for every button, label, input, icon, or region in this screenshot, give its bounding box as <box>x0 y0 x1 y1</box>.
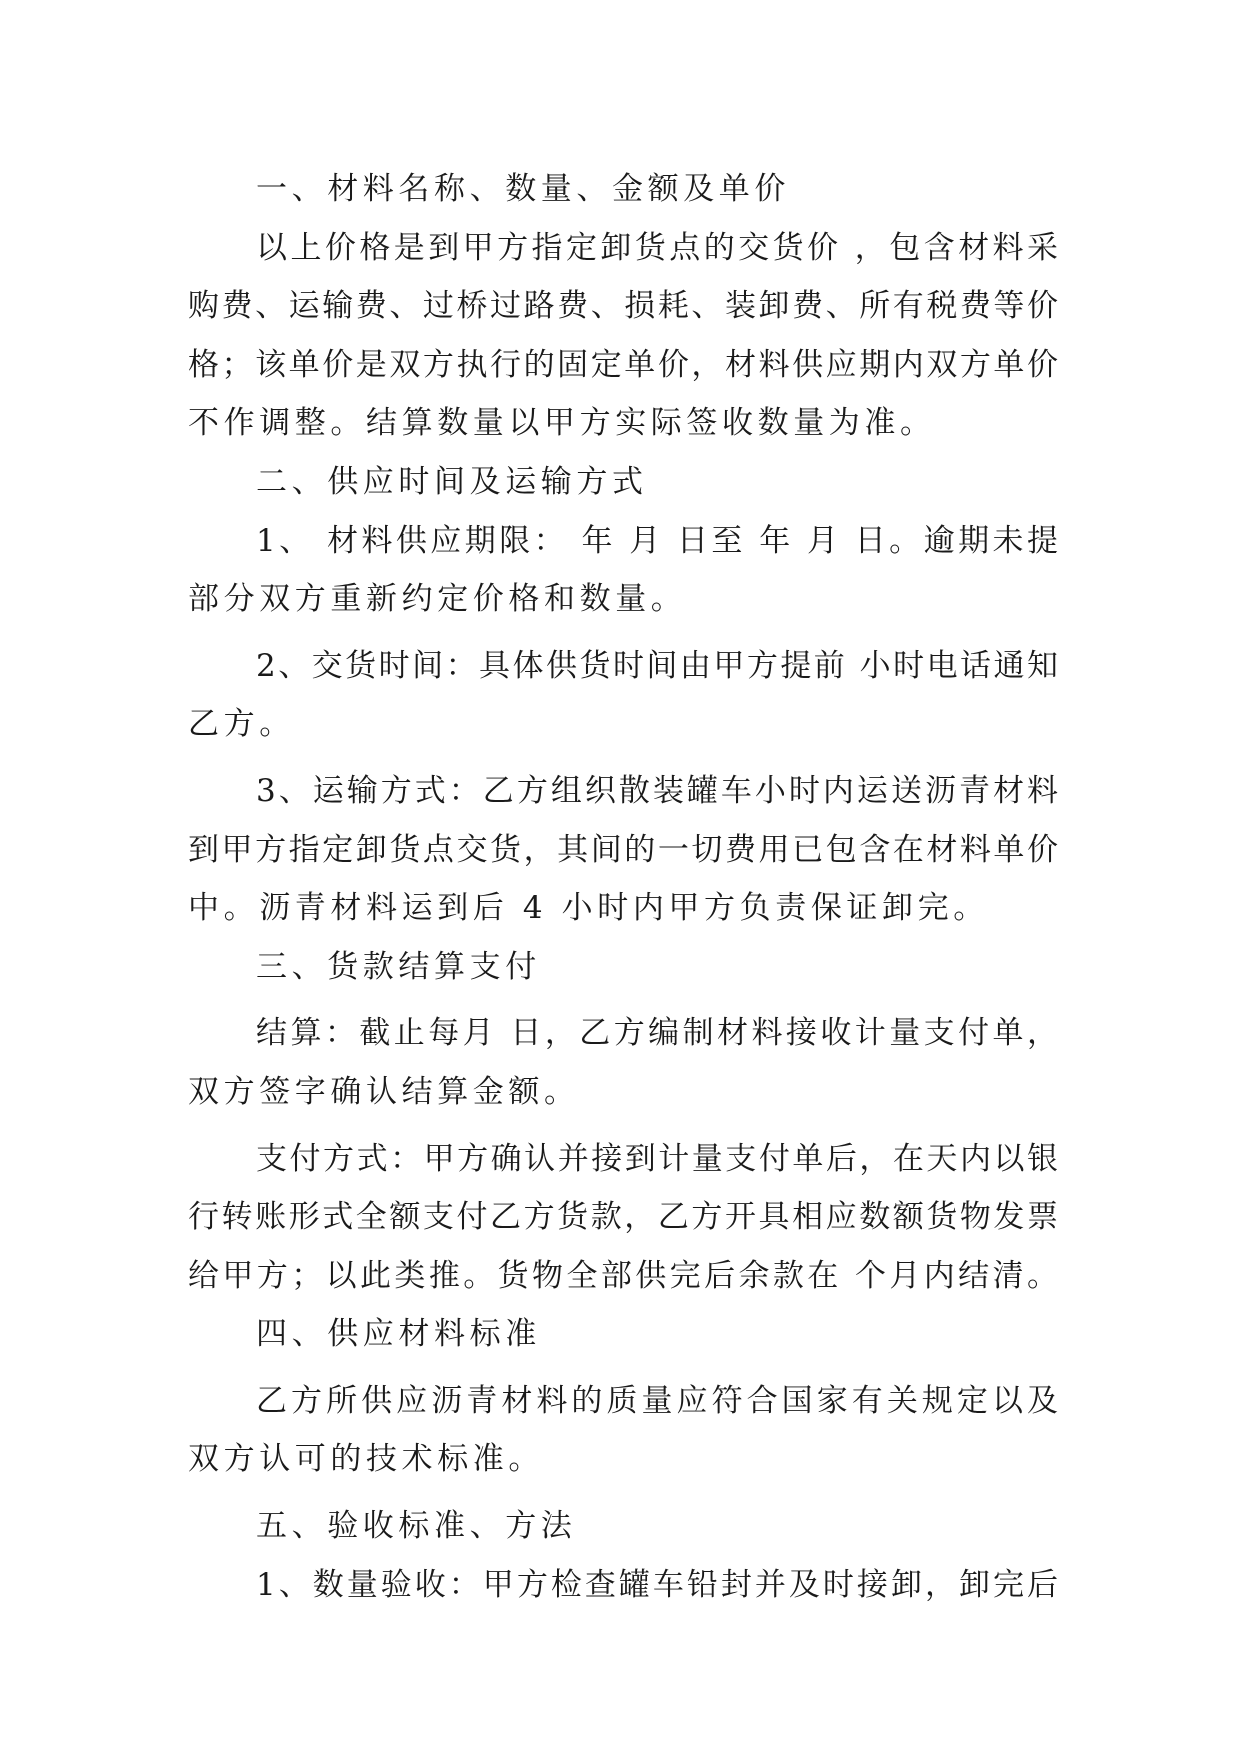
paragraph-line: 结算：截止每月 日，乙方编制材料接收计量支付单， <box>256 1015 1058 1052</box>
paragraph-line: 中。沥青材料运到后 4 小时内甲方负责保证卸完。 <box>188 890 989 927</box>
paragraph-line: 2、交货时间：具体供货时间由甲方提前 小时电话通知 <box>256 647 1058 684</box>
paragraph-line: 1、数量验收：甲方检查罐车铅封并及时接卸，卸完后 <box>256 1566 1058 1603</box>
paragraph-line: 双方认可的技术标准。 <box>188 1441 544 1478</box>
paragraph-line: 双方签字确认结算金额。 <box>188 1073 580 1110</box>
paragraph-line: 3、运输方式：乙方组织散装罐车小时内运送沥青材料 <box>256 772 1058 809</box>
section-heading-acceptance: 五、验收标准、方法 <box>256 1508 577 1545</box>
paragraph-line: 乙方所供应沥青材料的质量应符合国家有关规定以及 <box>256 1382 1058 1419</box>
paragraph-line: 部分双方重新约定价格和数量。 <box>188 581 687 618</box>
paragraph-line: 乙方。 <box>188 706 295 743</box>
section-heading-standards: 四、供应材料标准 <box>256 1316 541 1353</box>
paragraph-line: 1、 材料供应期限： 年 月 日至 年 月 日。逾期未提 <box>256 522 1058 559</box>
section-heading-materials: 一、材料名称、数量、金额及单价 <box>256 171 790 207</box>
paragraph-line: 格；该单价是双方执行的固定单价，材料供应期内双方单价 <box>188 346 1058 383</box>
paragraph-line: 不作调整。结算数量以甲方实际签收数量为准。 <box>188 405 936 442</box>
section-heading-payment: 三、货款结算支付 <box>256 948 541 985</box>
paragraph-line: 给甲方；以此类推。货物全部供完后余款在 个月内结清。 <box>188 1257 1058 1294</box>
paragraph-line: 行转账形式全额支付乙方货款，乙方开具相应数额货物发票 <box>188 1199 1058 1236</box>
paragraph-line: 到甲方指定卸货点交货，其间的一切费用已包含在材料单价 <box>188 831 1058 868</box>
document-body <box>188 160 1058 1614</box>
section-heading-supply-time: 二、供应时间及运输方式 <box>256 463 648 500</box>
paragraph-line: 购费、运输费、过桥过路费、损耗、装卸费、所有税费等价 <box>188 288 1058 325</box>
paragraph-line: 以上价格是到甲方指定卸货点的交货价 ，包含材料采 <box>256 229 1058 266</box>
paragraph-line: 支付方式：甲方确认并接到计量支付单后，在天内以银 <box>256 1140 1058 1177</box>
